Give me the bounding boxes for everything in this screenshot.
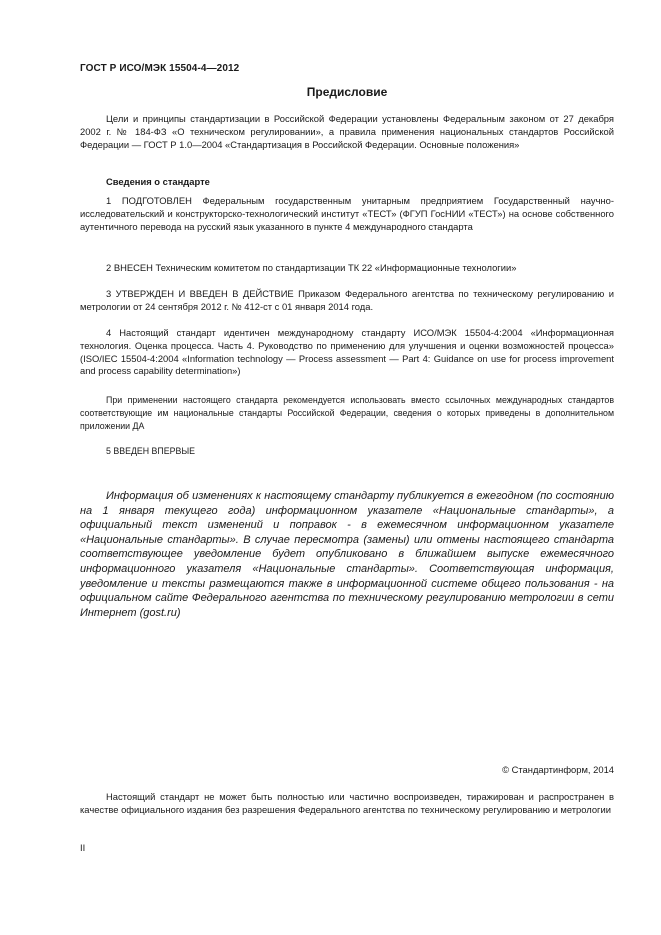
item-3-approved: 3 УТВЕРЖДЕН И ВВЕДЕН В ДЕЙСТВИЕ Приказом Федерального агентства по техническому регулированию и метрологии от 24 сентября 2012 г. № 412-ст с 01 января 2014 года. <box>80 288 614 312</box>
reproduction-notice: Настоящий стандарт не может быть полностью или частично воспроизведен, тиражирован и распространен в качестве официального издания без разрешения Федерального агентства по техническому регулированию и метрологии <box>80 791 614 815</box>
item-5-first-introduced: 5 ВВЕДЕН ВПЕРВЫЕ <box>106 446 196 456</box>
page-number: II <box>80 842 86 853</box>
item-2-introduced: 2 ВНЕСЕН Техническим комитетом по стандартизации ТК 22 «Информационные технологии» <box>106 262 517 273</box>
page-title: Предисловие <box>306 85 388 99</box>
intro-paragraph: Цели и принципы стандартизации в Российской Федерации установлены Федеральным законом от 27 декабря 2002 г. № 184-ФЗ «О техническом регулировании», а правила применения национальных стандартов Российской Федерации — ГОСТ Р 1.0—2004 «Стандартизация в Российской Федерации. Основные положения» <box>80 113 614 150</box>
copyright-notice: © Стандартинформ, 2014 <box>502 764 614 775</box>
item-1-prepared: 1 ПОДГОТОВЛЕН Федеральным государственным унитарным предприятием Государственный научно-исследовательский и конструкторско-технологический институт «ТЕСТ» (ФГУП ГосНИИ «ТЕСТ») на основе собственного аутентичного перевода на русский язык указанного в пункте 4 международного стандарта <box>80 195 614 232</box>
usage-note: При применении настоящего стандарта рекомендуется использовать вместо ссылочных международных стандартов соответствующие им национальные стандарты Российской Федерации, сведения о которых приведены в дополнительном приложении ДА <box>80 395 614 431</box>
document-header: ГОСТ Р ИСО/МЭК 15504-4—2012 <box>80 63 240 74</box>
item-4-identical: 4 Настоящий стандарт идентичен международному стандарту ИСО/МЭК 15504-4:2004 «Информационная технология. Оценка процесса. Часть 4. Руководство по применению для улучшения и оценки возможностей процесса» (ISO/IEC 15504-4:2004 «Information technology — Process assessment — Part 4: Guidance on use for process improvement and process capability determination») <box>80 327 614 377</box>
changes-information: Информация об изменениях к настоящему стандарту публикуется в ежегодном (по состоянию на 1 января текущего года) информационном указателе «Национальные стандарты», а официальный текст изменений и поправок - в ежемесячном информационном указателе «Национальные стандарты». В случае пересмотра (замены) или отмены настоящего стандарта соответствующее уведомление будет опубликовано в ближайшем выпуске ежемесячного информационного указателя «Национальные стандарты». Соответствующая информация, уведомление и тексты размещаются также в информационной системе общего пользования - на официальном сайте Федерального агентства по техническому регулированию метрологии в сети Интернет (gost.ru) <box>80 490 614 619</box>
info-heading: Сведения о стандарте <box>106 176 210 187</box>
